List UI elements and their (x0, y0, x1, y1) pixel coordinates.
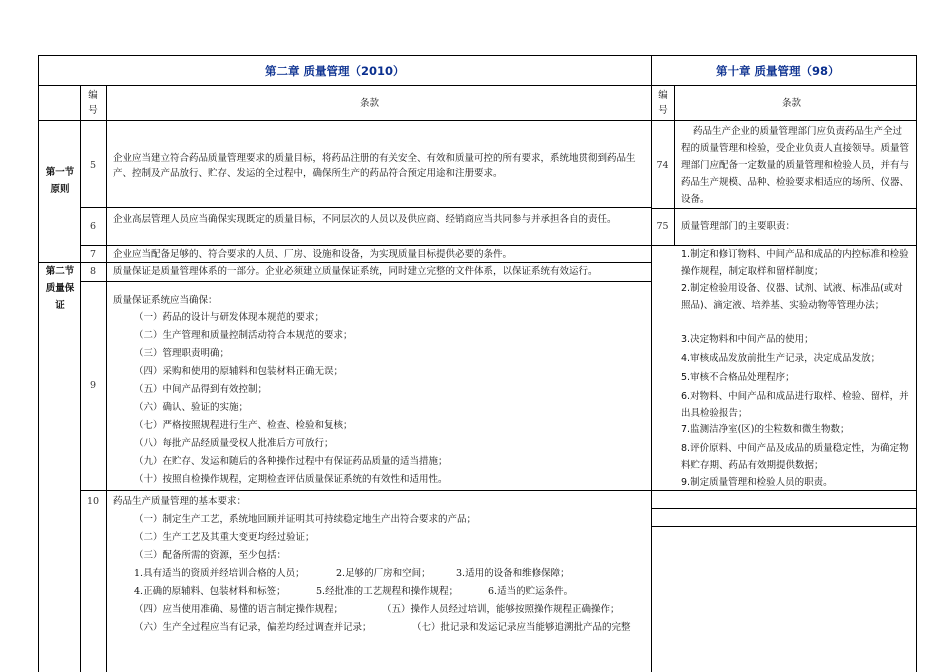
clause-number: 10 (86, 496, 100, 507)
clause-number: 7 (89, 249, 97, 260)
list-item: 3.适用的设备和维修保障； (456, 568, 570, 579)
rule (38, 55, 39, 672)
list-item: 1.制定和修订物料、中间产品和成品的内控标准和检验操作规程，制定取样和留样制度； (681, 249, 909, 277)
right-clause-header: 条款 (782, 98, 802, 109)
list-item: 2.制定检验用设备、仪器、试剂、试液、标准品(或对照品)、滴定液、培养基、实验动物等管理办法； (681, 283, 903, 311)
rule (38, 55, 917, 56)
list-item: 5.审核不合格品处理程序； (681, 372, 795, 383)
rule (80, 245, 651, 246)
list-item: （六）生产全过程应当有记录，偏差均经过调查并记录； (134, 622, 372, 633)
clause-text: 企业应当建立符合药品质量管理要求的质量目标，将药品注册的有关安全、有效和质量可控的所有要求，系统地贯彻到药品生产、控制及产品放行、贮存、发运的全过程中，确保所生产的药品符合预定用途和注册要求。 (113, 153, 636, 179)
clause-number: 5 (89, 160, 97, 171)
list-item: （四）应当使用准确、易懂的语言制定操作规程； (134, 604, 344, 615)
clause-text: 质量保证系统应当确保： (113, 295, 218, 306)
list-item: （五）中间产品得到有效控制； (134, 384, 268, 395)
list-item: 6.适当的贮运条件。 (488, 586, 574, 597)
list-item: 6.对物料、中间产品和成品进行取样、检验、留样，并出具检验报告； (681, 391, 909, 419)
list-item: 1.具有适当的资质并经培训合格的人员； (134, 568, 305, 579)
rule (674, 85, 675, 120)
clause-text: 质量保证是质量管理体系的一部分。企业必须建立质量保证系统，同时建立完整的文件体系，以保证系统有效运行。 (113, 266, 598, 277)
list-item: （二）生产管理和质量控制活动符合本规范的要求； (134, 330, 353, 341)
list-item: 4.审核成品发放前批生产记录，决定成品发放； (681, 353, 881, 364)
list-item: 9.制定质量管理和检验人员的职责。 (681, 477, 833, 488)
list-item: （七）批记录和发运记录应当能够追溯批产品的完整 (412, 622, 631, 633)
clause-text: 企业应当配备足够的、符合要求的人员、厂房、设施和设备，为实现质量目标提供必要的条件。 (113, 249, 513, 260)
clause-number: 75 (656, 221, 669, 232)
rule (38, 85, 917, 86)
list-item: 5.经批准的工艺规程和操作规程； (316, 586, 459, 597)
list-item: （六）确认、验证的实施； (134, 402, 249, 413)
clause-number: 9 (89, 380, 97, 391)
left-chapter-title: 第二章 质量管理（2010） (265, 64, 405, 78)
list-item: 8.评价原料、中间产品及成品的质量稳定性，为确定物料贮存期、药品有效期提供数据； (681, 443, 909, 471)
list-item: （七）严格按照规程进行生产、检查、检验和复核； (134, 420, 353, 431)
list-item: （三）管理职责明确； (134, 348, 230, 359)
clause-text: 药品生产质量管理的基本要求： (113, 496, 247, 507)
left-clause-header: 条款 (360, 98, 380, 109)
left-num-header: 编号 (88, 90, 98, 116)
clause-number: 8 (89, 266, 97, 277)
list-item: （一）药品的设计与研发体现本规范的要求； (134, 312, 325, 323)
list-item: （一）制定生产工艺，系统地回顾并证明其可持续稳定地生产出符合要求的产品； (134, 514, 477, 525)
rule (38, 262, 651, 263)
list-item: 2.足够的厂房和空间； (336, 568, 431, 579)
list-item: （九）在贮存、发运和随后的各种操作过程中有保证药品质量的适当措施； (134, 456, 448, 467)
rule (38, 120, 917, 121)
list-item: 3.决定物料和中间产品的使用； (681, 334, 814, 345)
clause-number: 6 (89, 221, 97, 232)
clause-text: 企业高层管理人员应当确保实现既定的质量目标，不同层次的人员以及供应商、经销商应当共同参与并承担各自的责任。 (113, 214, 617, 225)
rule (651, 208, 917, 209)
section-quality-assurance: 第二节质量保证 (45, 266, 75, 311)
list-item: （八）每批产品经质量受权人批准后方可放行； (134, 438, 334, 449)
rule (80, 490, 651, 491)
clause-text: 药品生产企业的质量管理部门应负责药品生产全过程的质量管理和检验，受企业负责人直接领导。质量管理部门应配备一定数量的质量管理和检验人员，并有与药品生产规模、品种、检验要求相适应的场所、仪器、设备。 (681, 126, 910, 205)
rule (651, 55, 652, 672)
list-item: （三）配备所需的资源，至少包括： (134, 550, 287, 561)
rule (651, 526, 917, 527)
list-item: （二）生产工艺及其重大变更均经过验证； (134, 532, 315, 543)
right-chapter-title: 第十章 质量管理（98） (716, 64, 840, 78)
rule (916, 55, 917, 672)
rule (80, 207, 651, 208)
list-item: 7.监测洁净室(区)的尘粒数和微生物数； (681, 424, 850, 435)
list-item: （十）按照自检操作规程，定期检查评估质量保证系统的有效性和适用性。 (134, 474, 448, 485)
list-item: 4.正确的原辅料、包装材料和标签； (134, 586, 286, 597)
list-item: （五）操作人员经过培训，能够按照操作规程正确操作； (382, 604, 620, 615)
list-item: （四）采购和使用的原辅料和包装材料正确无误； (134, 366, 344, 377)
rule (651, 508, 917, 509)
clause-text: 质量管理部门的主要职责： (681, 221, 796, 232)
rule (80, 281, 651, 282)
clause-number: 74 (656, 160, 669, 171)
right-num-header: 编号 (658, 90, 668, 116)
section-principles: 第一节原则 (45, 167, 75, 195)
rule (106, 85, 107, 672)
